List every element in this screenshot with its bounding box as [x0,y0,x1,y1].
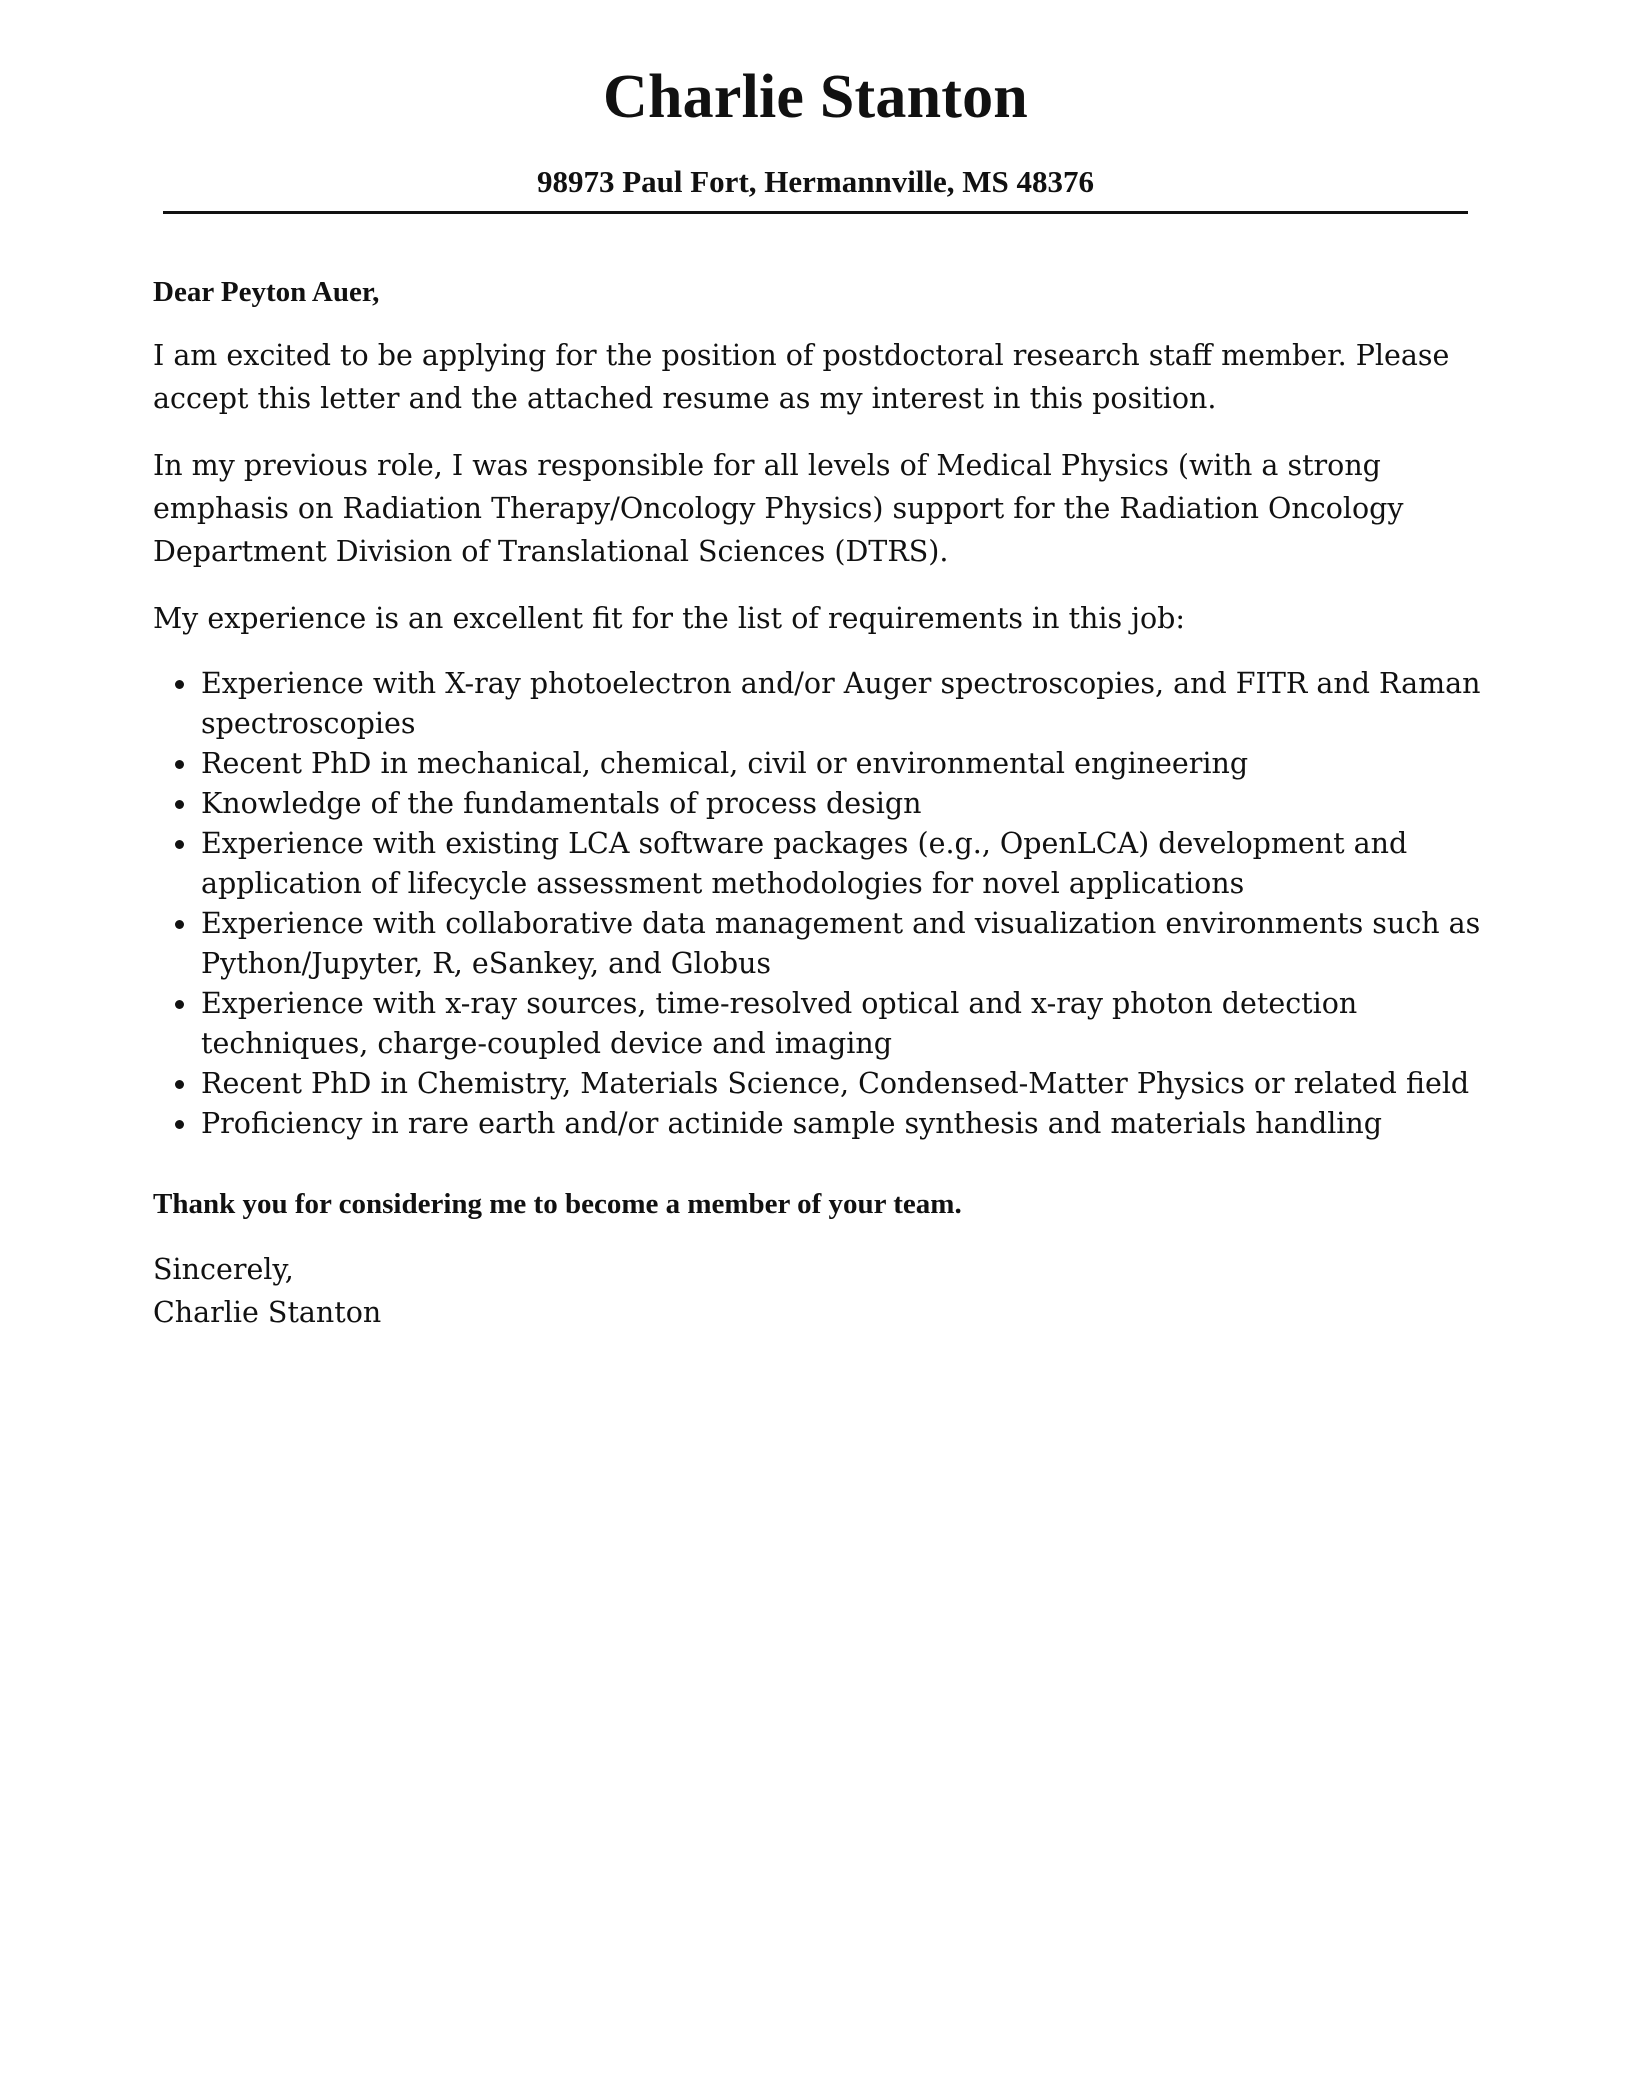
salutation: Dear Peyton Auer, [153,276,380,308]
requirement-text: Recent PhD in Chemistry, Materials Science, Condensed-Matter Physics or related field [201,1067,1470,1100]
letter-header [163,58,1468,202]
bullet-icon [175,920,184,929]
signoff: Sincerely, [153,1253,294,1286]
closing-statement: Thank you for considering me to become a member of your team. [153,1188,962,1220]
bullet-icon [175,840,184,849]
paragraph-previous-role: In my previous role, I was responsible for all levels of Medical Physics (with a strong emphasis on Radiation Therapy/Oncology Physics) support for the Radiation Oncology Department Division of Translational Sciences (DTRS). [153,449,1404,568]
requirement-text: Experience with x-ray sources, time-resolved optical and x-ray photon detection techniques, charge-coupled device and imaging [201,987,1358,1060]
signature-name: Charlie Stanton [153,1296,382,1329]
applicant-name: Charlie Stanton [603,63,1028,131]
bullet-icon [175,800,184,809]
bullet-icon [175,1120,184,1129]
bullet-icon [175,760,184,769]
letter-body [153,272,1483,1334]
bullet-icon [175,1080,184,1089]
list-item [153,664,1483,744]
header-divider [163,211,1468,214]
requirement-text: Experience with existing LCA software packages (e.g., OpenLCA) development and application of lifecycle assessment methodologies for novel applications [201,827,1408,900]
list-item [153,1104,1483,1144]
paragraph-fit: My experience is an excellent fit for the list of requirements in this job: [153,602,1186,635]
requirement-text: Proficiency in rare earth and/or actinide sample synthesis and materials handling [201,1107,1383,1140]
list-item [153,824,1483,904]
applicant-address: 98973 Paul Fort, Hermannville, MS 48376 [536,164,1095,199]
requirements-list [153,664,1483,1144]
list-item [153,1064,1483,1104]
bullet-icon [175,680,184,689]
paragraph-intro: I am excited to be applying for the position of postdoctoral research staff member. Please accept this letter and the attached resume as my interest in this position. [153,339,1450,415]
requirement-text: Recent PhD in mechanical, chemical, civil or environmental engineering [201,747,1249,780]
list-item [153,984,1483,1064]
signoff-block [153,1248,1483,1334]
requirement-text: Experience with X-ray photoelectron and/or Auger spectroscopies, and FITR and Raman spectroscopies [201,667,1481,740]
requirement-text: Knowledge of the fundamentals of process design [201,787,922,820]
requirement-text: Experience with collaborative data management and visualization environments such as Python/Jupyter, R, eSankey, and Globus [201,907,1481,980]
list-item [153,904,1483,984]
list-item [153,784,1483,824]
list-item [153,744,1483,784]
bullet-icon [175,1000,184,1009]
